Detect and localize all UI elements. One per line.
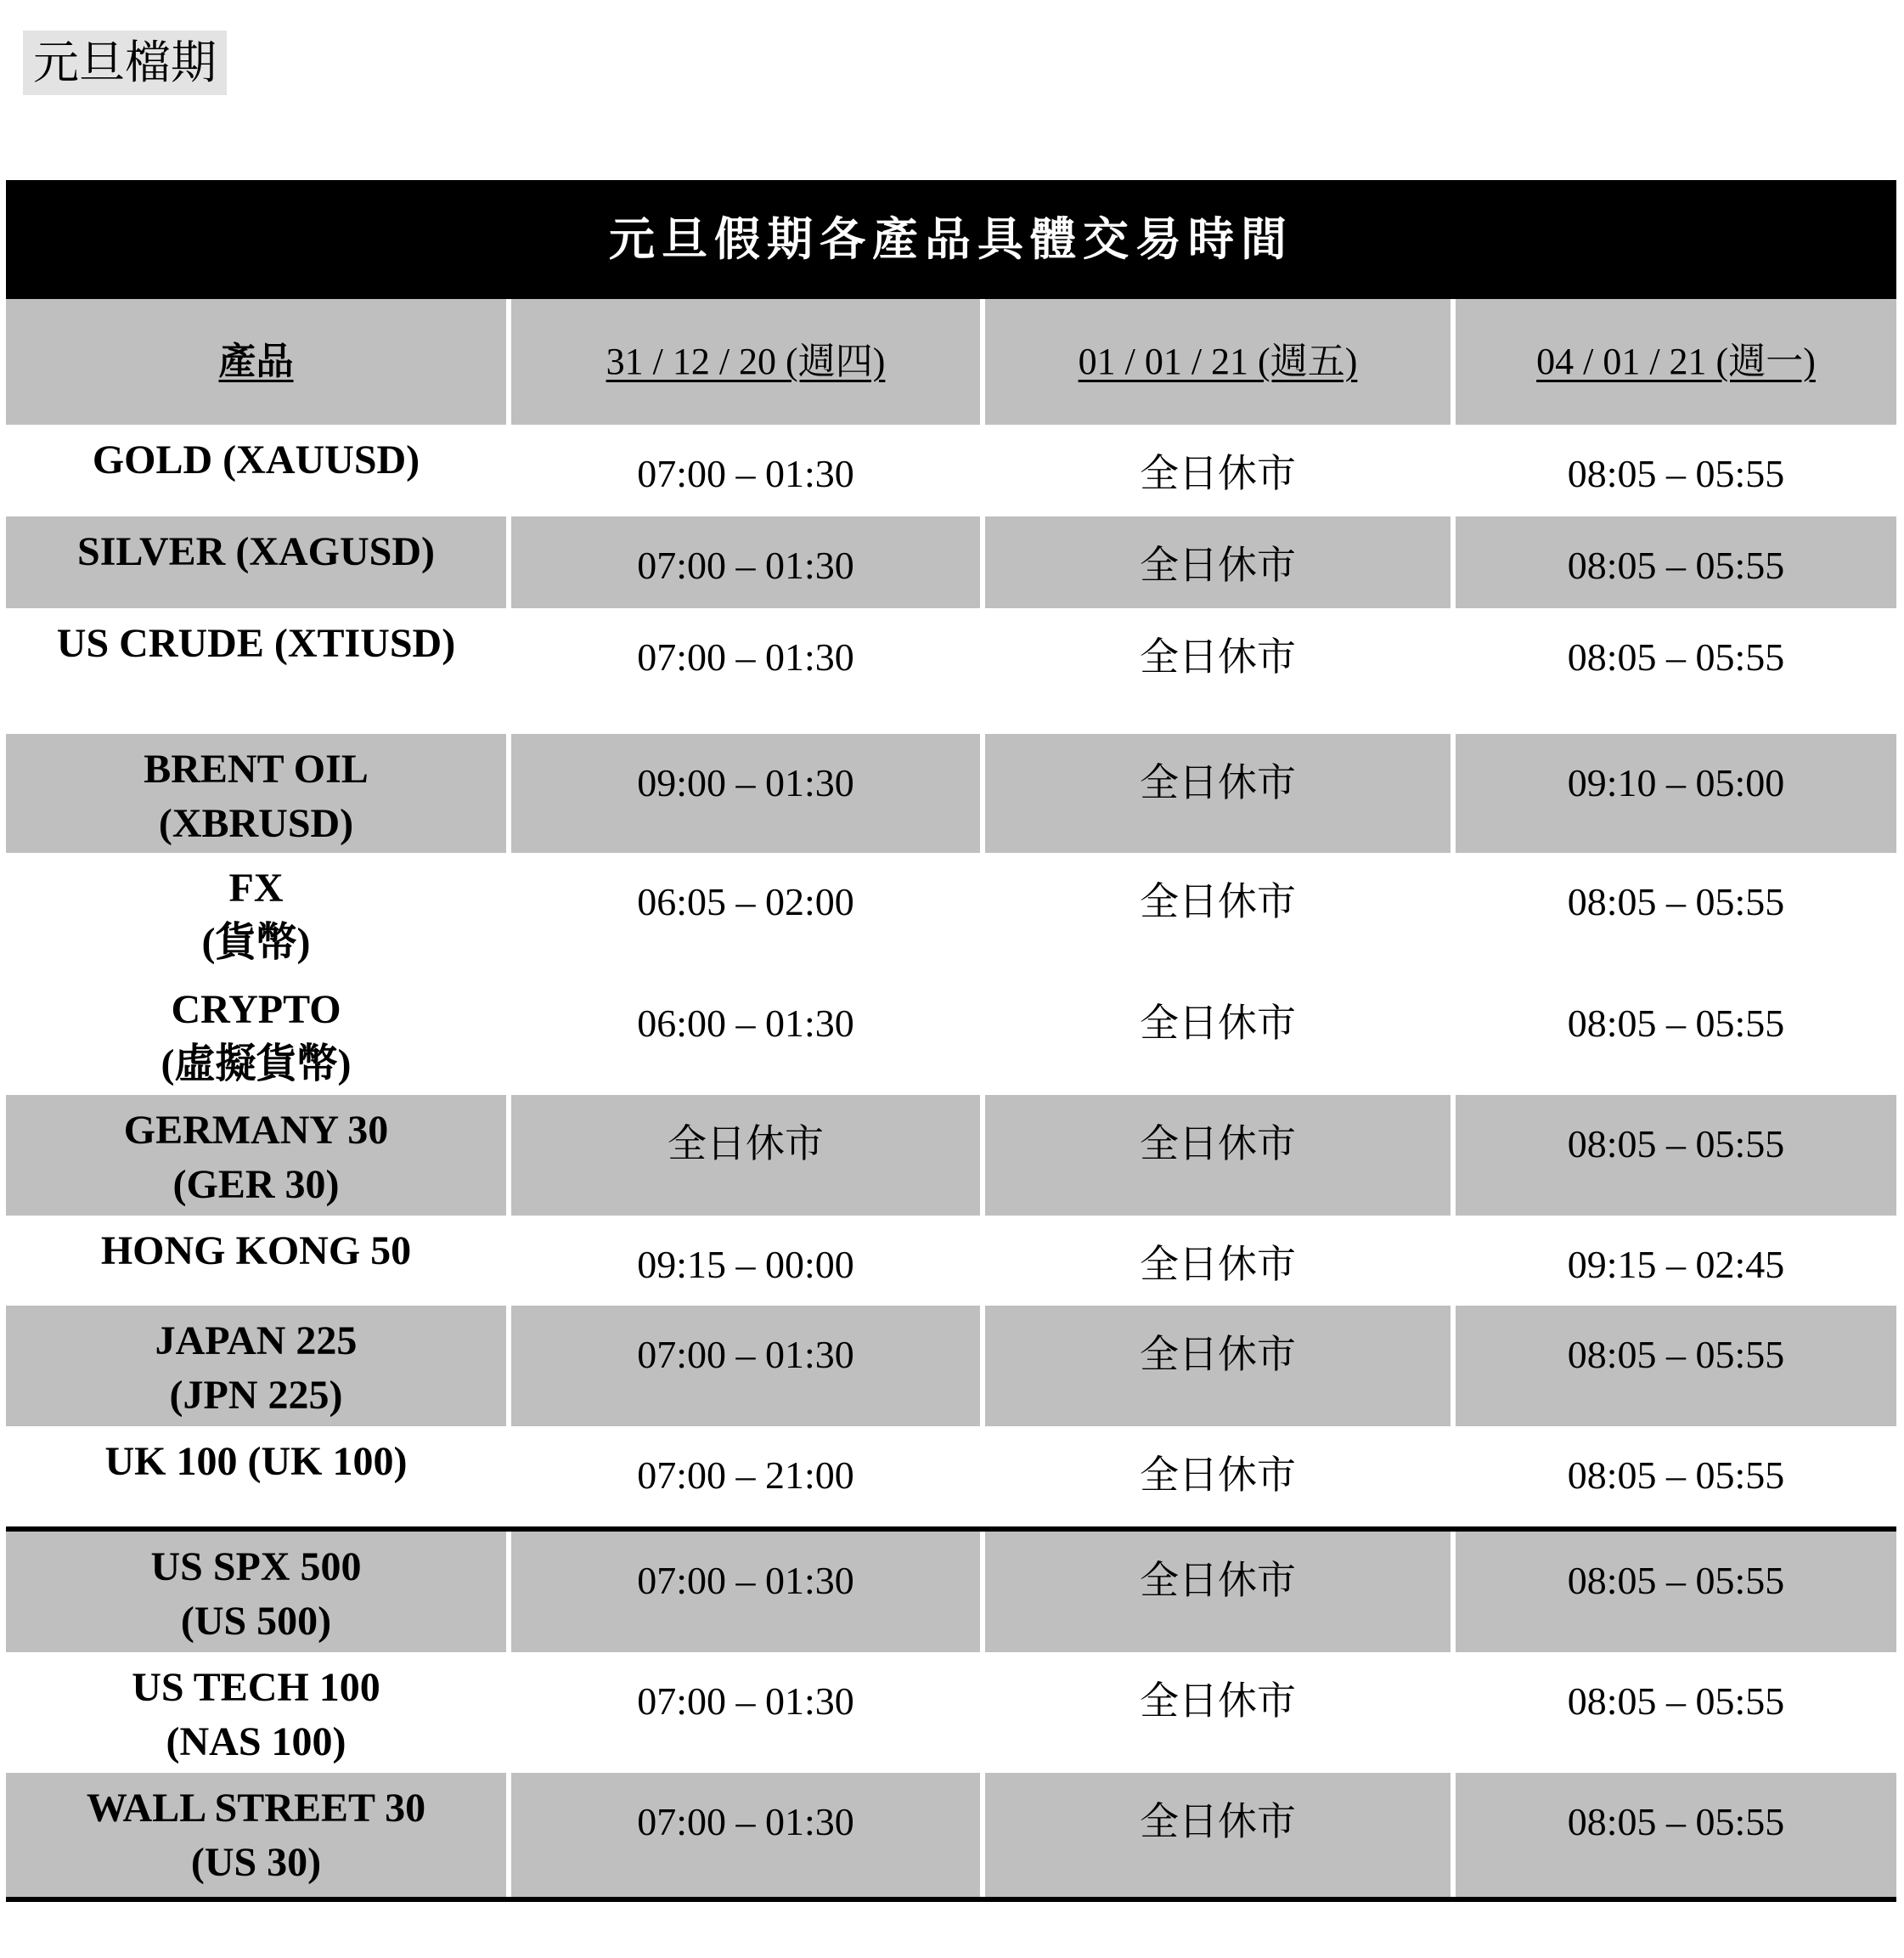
schedule-cell: 08:05 – 05:55 (1456, 1095, 1896, 1216)
schedule-cell: 08:05 – 05:55 (1456, 1773, 1896, 1897)
table-row (6, 425, 1896, 516)
schedule-cell: 08:05 – 05:55 (1456, 974, 1896, 1095)
schedule-cell: 08:05 – 05:55 (1456, 1532, 1896, 1652)
product-name-line: GOLD (XAUUSD) (92, 437, 420, 482)
table-row (6, 853, 1896, 974)
header-cell-date-2 (985, 299, 1451, 425)
schedule-cell: 08:05 – 05:55 (1456, 1652, 1896, 1773)
table-row (6, 1773, 1896, 1902)
product-name-line: SILVER (XAGUSD) (77, 529, 435, 574)
schedule-cell: 08:05 – 05:55 (1456, 853, 1896, 974)
product-name-line: (NAS 100) (166, 1719, 346, 1764)
schedule-cell: 08:05 – 05:55 (1456, 1306, 1896, 1426)
schedule-cell: 全日休市 (511, 1095, 980, 1216)
product-name-line: (XBRUSD) (158, 801, 354, 846)
schedule-cell: 07:00 – 01:30 (511, 425, 980, 516)
product-cell (6, 1532, 506, 1652)
table-row (6, 974, 1896, 1095)
schedule-cell: 06:00 – 01:30 (511, 974, 980, 1095)
schedule-cell: 全日休市 (985, 734, 1451, 853)
header-cell-date-1 (511, 299, 980, 425)
schedule-cell: 全日休市 (985, 1532, 1451, 1652)
product-cell (6, 1216, 506, 1306)
product-name-line: GERMANY 30 (123, 1108, 389, 1153)
schedule-cell: 07:00 – 01:30 (511, 608, 980, 734)
product-name-line: WALL STREET 30 (86, 1786, 426, 1831)
schedule-cell: 全日休市 (985, 974, 1451, 1095)
table-row (6, 1532, 1896, 1652)
header-cell-product (6, 299, 506, 425)
product-cell (6, 853, 506, 974)
table-row (6, 734, 1896, 853)
table-row (6, 1426, 1896, 1532)
product-cell (6, 1426, 506, 1526)
column-header-product: 產品 (218, 341, 294, 382)
product-cell (6, 608, 506, 734)
trading-hours-table (6, 180, 1896, 1902)
product-cell (6, 425, 506, 516)
schedule-cell: 全日休市 (985, 1095, 1451, 1216)
product-cell (6, 1773, 506, 1897)
product-name-line: US SPX 500 (150, 1544, 362, 1589)
product-name-line: FX (228, 866, 284, 911)
product-name-line: (US 30) (190, 1840, 322, 1885)
schedule-cell: 全日休市 (985, 1652, 1451, 1773)
schedule-cell: 09:15 – 00:00 (511, 1216, 980, 1306)
schedule-cell: 08:05 – 05:55 (1456, 516, 1896, 608)
product-name-line: (貨幣) (201, 920, 311, 965)
header-cell-date-3 (1456, 299, 1896, 425)
product-name-line: US CRUDE (XTIUSD) (56, 621, 456, 666)
column-header-date-2: 01 / 01 / 21 (週五) (1078, 341, 1358, 382)
schedule-cell: 07:00 – 01:30 (511, 1773, 980, 1897)
table-row (6, 516, 1896, 608)
table-row (6, 1306, 1896, 1426)
schedule-cell: 08:05 – 05:55 (1456, 608, 1896, 734)
table-row (6, 1216, 1896, 1306)
product-cell (6, 1095, 506, 1216)
product-name-line: (GER 30) (172, 1162, 340, 1207)
table-header-row (6, 299, 1896, 425)
schedule-cell: 08:05 – 05:55 (1456, 1426, 1896, 1526)
schedule-cell: 09:15 – 02:45 (1456, 1216, 1896, 1306)
product-name-line: (US 500) (180, 1599, 332, 1644)
table-row (6, 1095, 1896, 1216)
product-cell (6, 974, 506, 1095)
table-title: 元旦假期各產品具體交易時間 (609, 214, 1293, 265)
product-cell (6, 516, 506, 608)
schedule-cell: 全日休市 (985, 1216, 1451, 1306)
table-row (6, 608, 1896, 734)
schedule-cell: 07:00 – 21:00 (511, 1426, 980, 1526)
column-header-date-1: 31 / 12 / 20 (週四) (606, 341, 886, 382)
schedule-cell: 07:00 – 01:30 (511, 1652, 980, 1773)
schedule-cell: 07:00 – 01:30 (511, 1306, 980, 1426)
schedule-cell: 07:00 – 01:30 (511, 1532, 980, 1652)
schedule-cell: 全日休市 (985, 1306, 1451, 1426)
schedule-cell: 全日休市 (985, 608, 1451, 734)
schedule-cell: 全日休市 (985, 516, 1451, 608)
schedule-cell: 全日休市 (985, 1426, 1451, 1526)
product-name-line: JAPAN 225 (155, 1318, 358, 1363)
table-title-bar (6, 180, 1896, 299)
schedule-cell: 全日休市 (985, 1773, 1451, 1897)
table-body (6, 425, 1896, 1902)
schedule-cell: 全日休市 (985, 853, 1451, 974)
product-cell (6, 1306, 506, 1426)
product-name-line: BRENT OIL (144, 747, 369, 792)
product-cell (6, 1652, 506, 1773)
column-header-date-3: 04 / 01 / 21 (週一) (1536, 341, 1816, 382)
product-name-line: UK 100 (UK 100) (104, 1439, 408, 1484)
schedule-cell: 09:00 – 01:30 (511, 734, 980, 853)
product-name-line: HONG KONG 50 (100, 1228, 412, 1273)
schedule-cell: 06:05 – 02:00 (511, 853, 980, 974)
schedule-cell: 07:00 – 01:30 (511, 516, 980, 608)
page-tag-highlight: 元旦檔期 (23, 31, 227, 95)
product-name-line: US TECH 100 (132, 1665, 380, 1710)
product-name-line: (虛擬貨幣) (161, 1041, 352, 1086)
schedule-cell: 08:05 – 05:55 (1456, 425, 1896, 516)
table-row (6, 1652, 1896, 1773)
product-cell (6, 734, 506, 853)
product-name-line: CRYPTO (171, 987, 341, 1032)
product-name-line: (JPN 225) (169, 1373, 343, 1418)
schedule-cell: 09:10 – 05:00 (1456, 734, 1896, 853)
schedule-cell: 全日休市 (985, 425, 1451, 516)
